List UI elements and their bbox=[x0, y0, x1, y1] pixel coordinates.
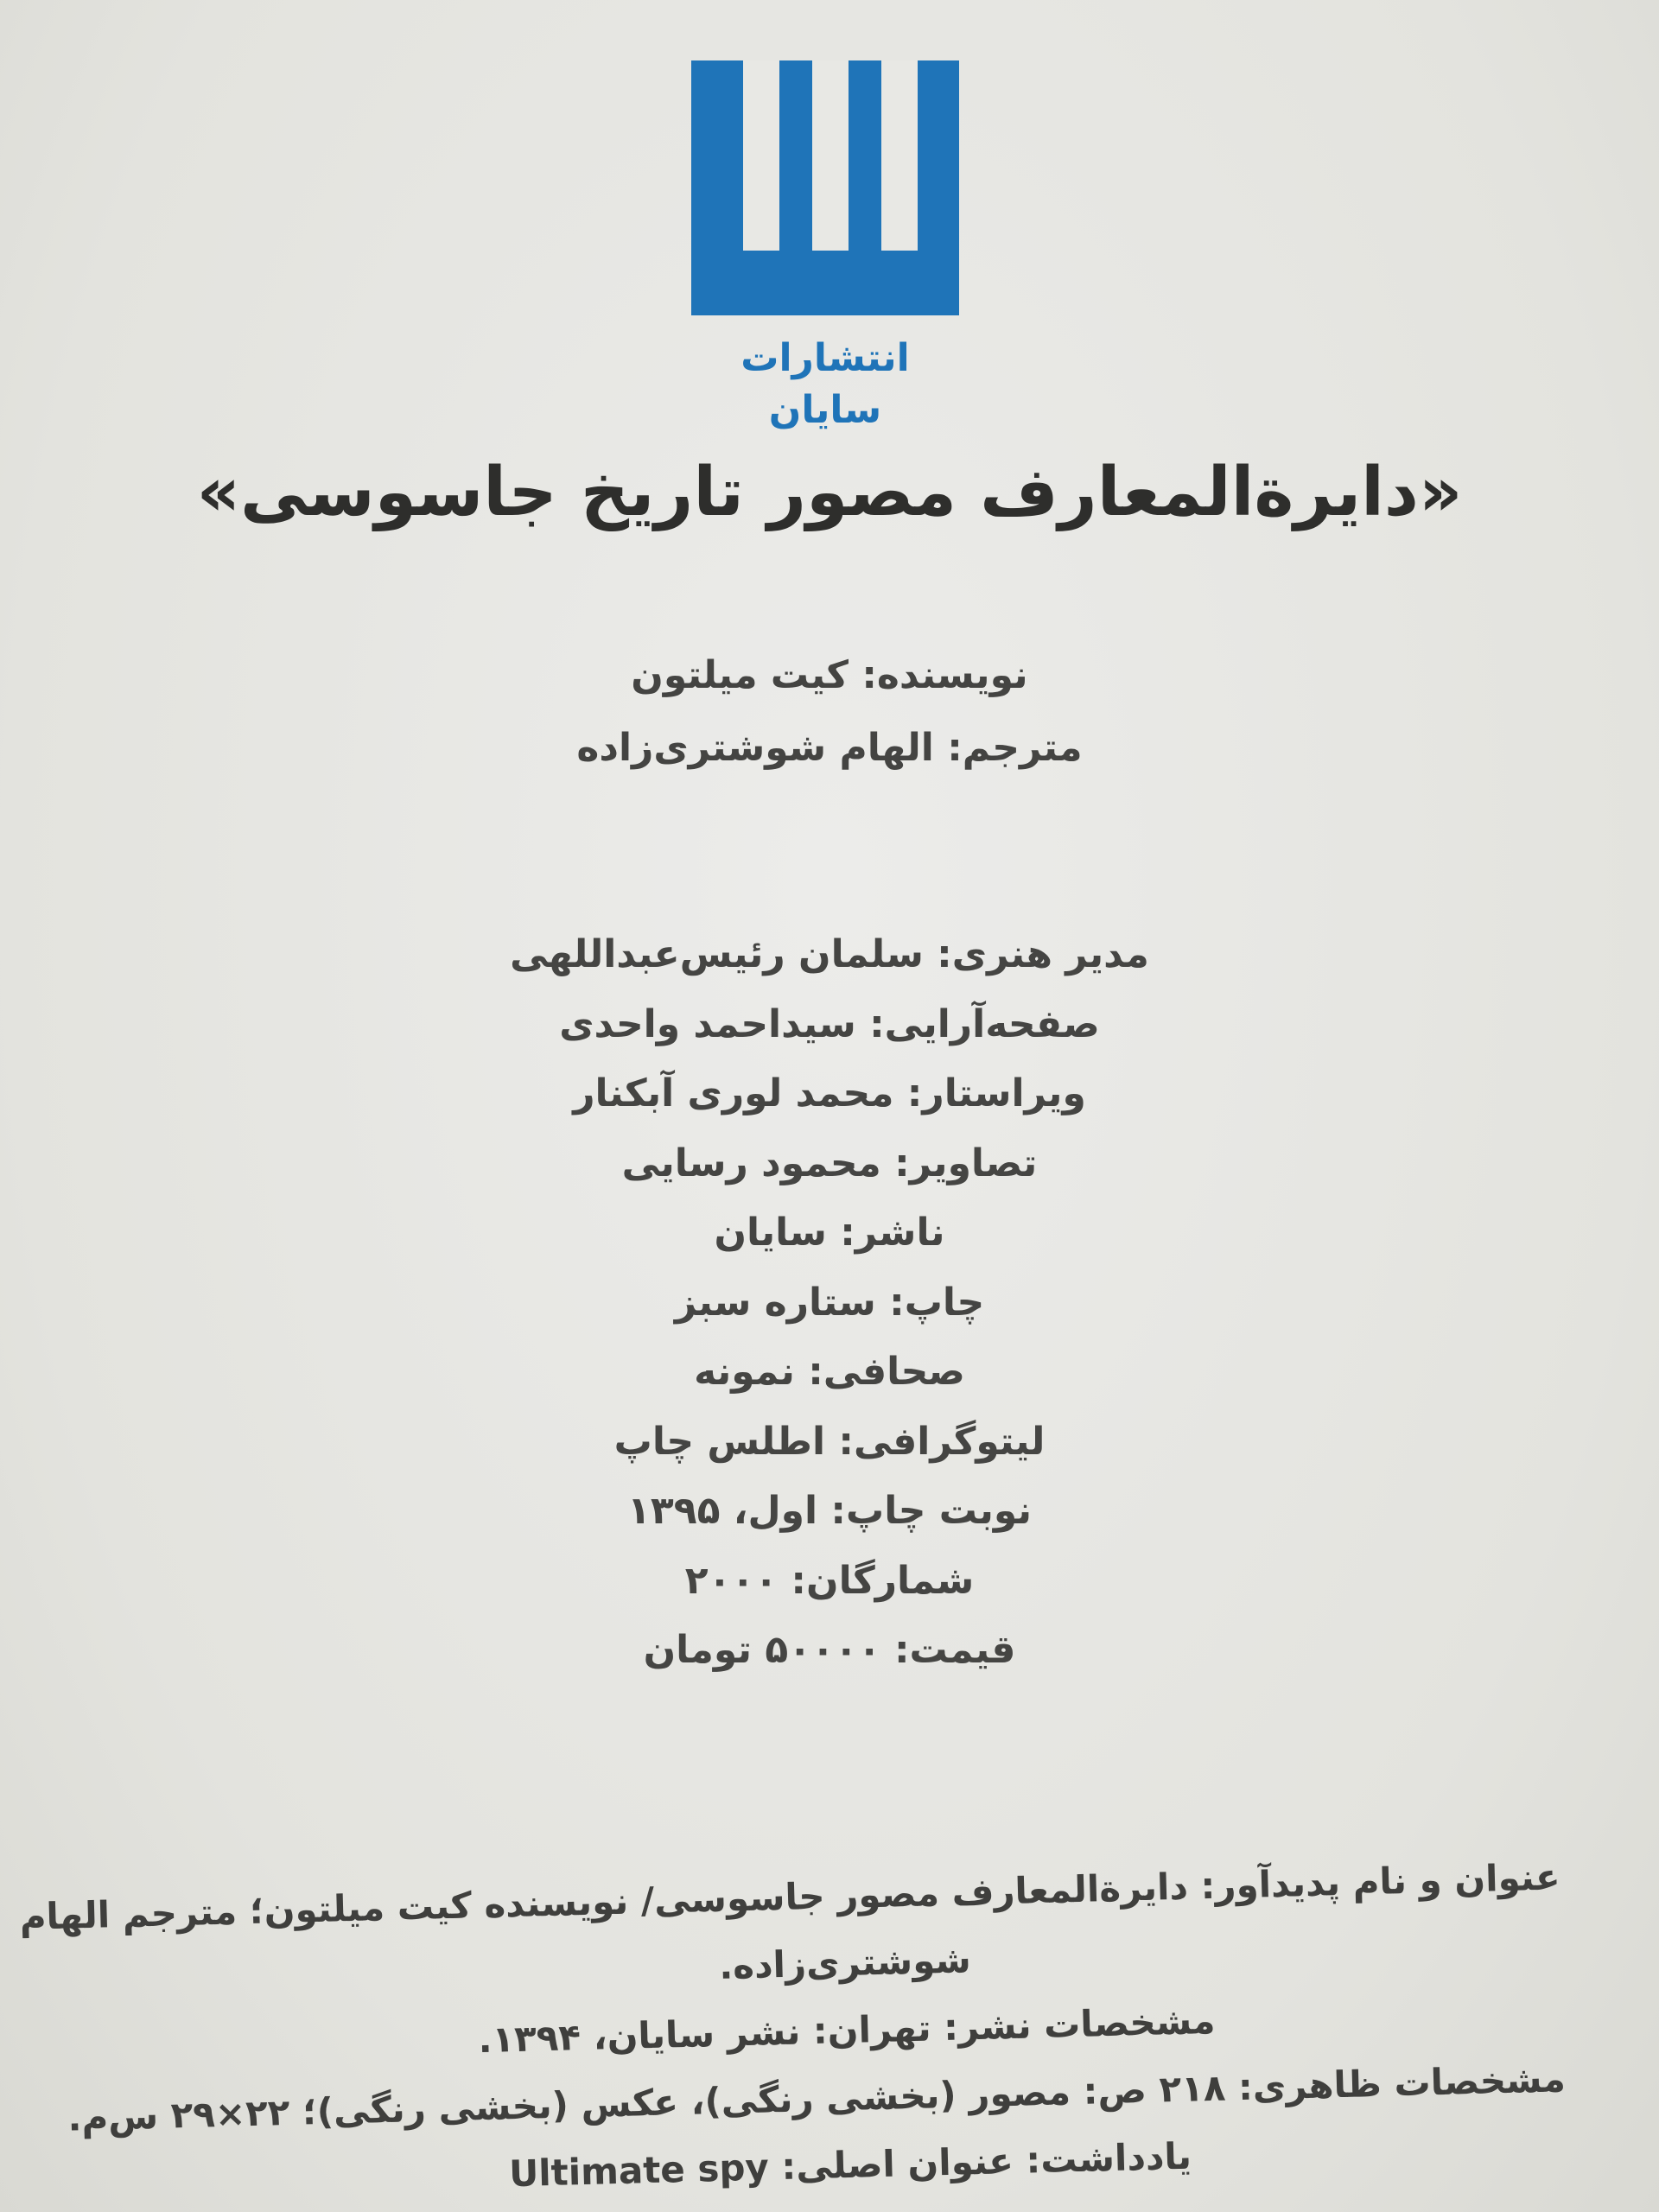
art-director-line: مدیر هنری: سلمان رئیس‌عبداللهی bbox=[510, 932, 1149, 976]
catalog-note-line: یادداشت: عنوان اصلی: Ultimate spy bbox=[508, 2134, 1192, 2196]
publisher-logo-mark-icon bbox=[691, 60, 959, 328]
logo-slot-1 bbox=[743, 60, 779, 251]
edition-line: نوبت چاپ: اول، ۱۳۹۵ bbox=[627, 1489, 1032, 1533]
staff-list bbox=[311, 920, 1348, 1686]
publisher-line: ناشر: سایان bbox=[714, 1211, 945, 1255]
author-line: نویسنده: کیت میلتون bbox=[631, 653, 1028, 697]
publisher-logo bbox=[691, 60, 959, 432]
catalog-physical-line: مشخصات ظاهری: ۲۱۸ ص: مصور (بخشی رنگی)، عکس (بخشی رنگی)؛ ۲۲×۲۹ س‌م. bbox=[67, 2057, 1567, 2139]
lithography-line: لیتوگرافی: اطلس چاپ bbox=[613, 1419, 1046, 1464]
credits-block bbox=[311, 639, 1348, 785]
print-run-line: شمارگان: ۲۰۰۰ bbox=[684, 1558, 975, 1603]
catalog-title-line: عنوان و نام پدیدآور: دایرةالمعارف مصور جاسوسی/ نویسنده کیت میلتون؛ مترجم الهام bbox=[19, 1855, 1561, 1939]
price-line: قیمت: ۵۰۰۰۰ تومان bbox=[643, 1628, 1016, 1672]
page-layout-line: صفحه‌آرایی: سیداحمد واحدی bbox=[559, 1001, 1100, 1046]
catalog-publication-line: مشخصات نشر: تهران: نشر سایان، ۱۳۹۴. bbox=[477, 1999, 1217, 2062]
logo-slot-2 bbox=[812, 60, 849, 251]
publisher-logo-text: انتشارات سایان bbox=[741, 336, 910, 432]
logo-slot-3 bbox=[881, 60, 918, 251]
catalog-title-continuation: شوشتری‌زاده. bbox=[718, 1938, 972, 1987]
editor-line: ویراستار: محمد لوری آبکنار bbox=[573, 1071, 1086, 1116]
cataloging-record bbox=[19, 1843, 1568, 2212]
illustrations-line: تصاویر: محمود رسایی bbox=[621, 1141, 1038, 1185]
printing-line: چاپ: ستاره سبز bbox=[674, 1280, 985, 1325]
translator-line: مترجم: الهام شوشتری‌زاده bbox=[576, 726, 1083, 770]
binding-line: صحافی: نمونه bbox=[694, 1350, 965, 1394]
book-title: «دایرةالمعارف مصور تاریخ جاسوسی» bbox=[196, 454, 1463, 531]
